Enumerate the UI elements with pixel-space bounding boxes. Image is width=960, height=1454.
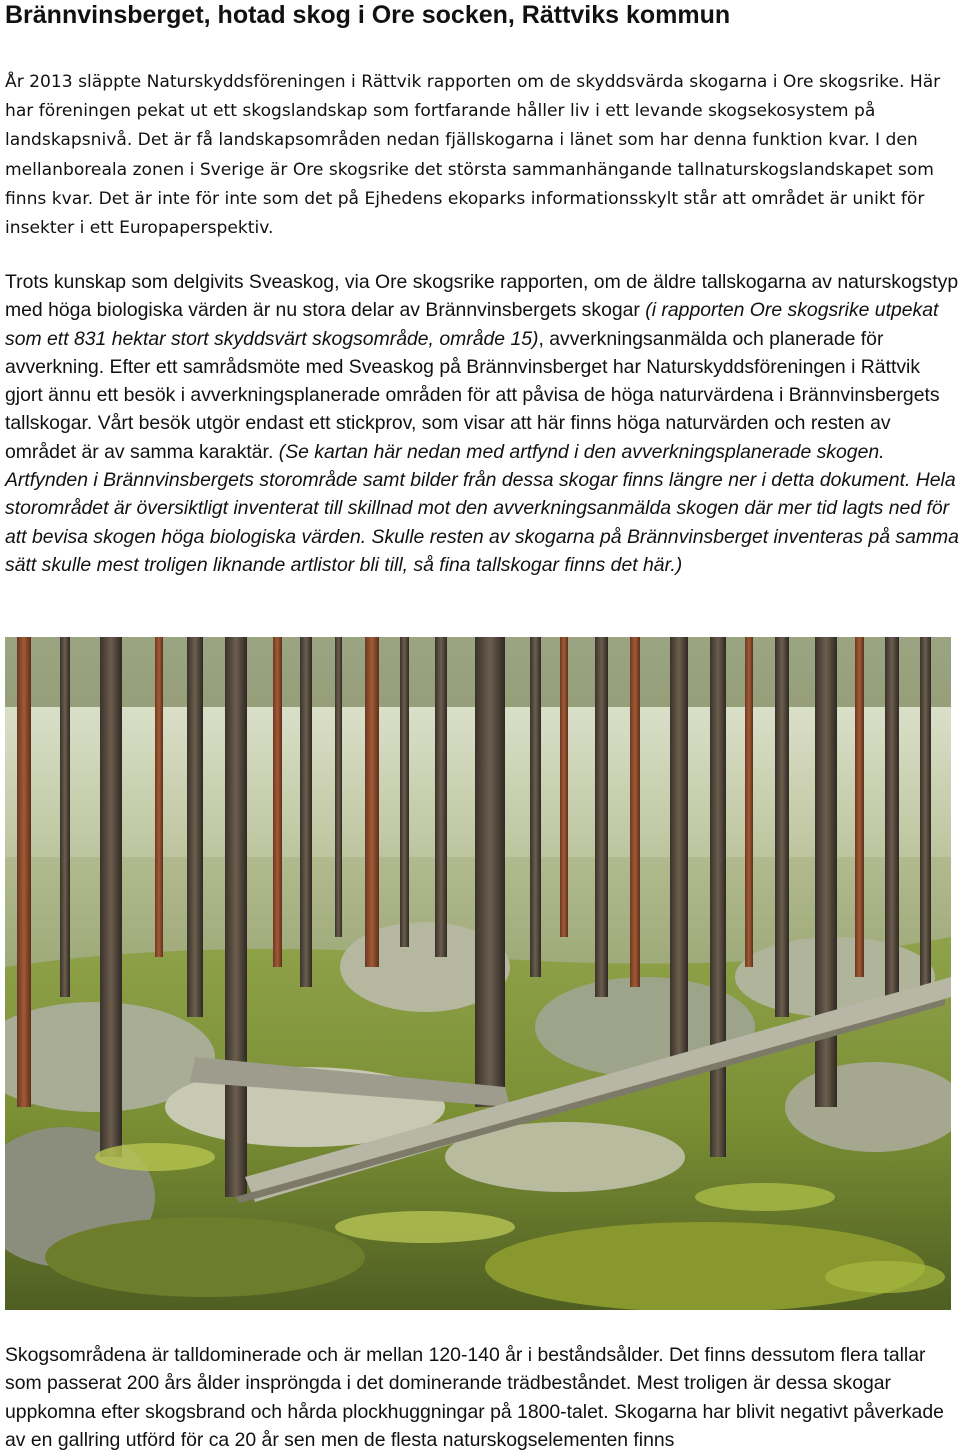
closing-paragraph: Skogsområdena är talldominerade och är mellan 120-140 år i beståndsålder. Det finns dessutom flera tallar som passerat 200 års ålder inspröngda i det dominerande trädbeståndet. Mest troligen är dessa skogar uppkomna efter skogsbrand och hårda plockhuggningar på 1800-talet. Skogarna har blivit negativt påverkade av en gallring utförd för ca 20 år sen men de flesta naturskogselementen finns: [5, 1344, 944, 1451]
background-text-2: , avverkningsanmälda och planerade för avverkning. Efter ett samrådsmöte med Sveaskog på Brännvinsberget har Naturskyddsföreningen i Rättvik gjort ännu ett besök i avverkningsplanerade områden för att påvisa de höga naturvärdena i Brännvinsbergets tallskogar. Vårt besök utgör endast ett stickprov, som visar att här finns höga naturvärden och resten av området är av samma karaktär.: [5, 327, 940, 463]
document-title: Brännvinsberget, hotad skog i Ore socken, Rättviks kommun: [5, 1, 731, 29]
forest-photo: [5, 637, 951, 1310]
background-text-italic-1: (i rapporten Ore skogsrike utpekat som ett 831 hektar stort skyddsvärt skogsområde, område 15): [5, 299, 939, 350]
background-text-1: Trots kunskap som delgivits Sveaskog, via Ore skogsrike rapporten, om de äldre tallskogarna av naturskogstyp med höga biologiska värden är nu stora delar av Brännvinsbergets skogar: [5, 271, 959, 322]
background-paragraph: [5, 268, 960, 579]
background-text-italic-2: (Se kartan här nedan med artfynd i den avverkningsplanerade skogen. Artfynden i Brännvinsbergets storområde samt bilder från dessa skogar finns längre ner i detta dokument. Hela storområdet är översiktligt inventerat till skillnad mot den avverkningsanmälda skogen där mer tid lagts ned för att bevisa skogen höga biologiska värden. Skulle resten av skogarna på Brännvinsberget inventeras på samma sätt skulle mest troligen liknande artlistor bli till, så fina tallskogar finns det här.): [5, 440, 959, 576]
intro-paragraph: År 2013 släppte Naturskyddsföreningen i Rättvik rapporten om de skyddsvärda skogarna i Ore skogsrike. Här har föreningen pekat ut ett skogslandskap som fortfarande håller liv i ett levande skogsekosystem på landskapsnivå. Det är få landskapsområden nedan fjällskogarna i länet som har denna funktion kvar. I den mellanboreala zonen i Sverige är Ore skogsrike det största sammanhängande tallnaturskogslandskapet som finns kvar. Det är inte för inte som det på Ejhedens ekoparks informationsskylt står att området är unikt för insekter i ett Europaperspektiv.: [5, 72, 941, 239]
